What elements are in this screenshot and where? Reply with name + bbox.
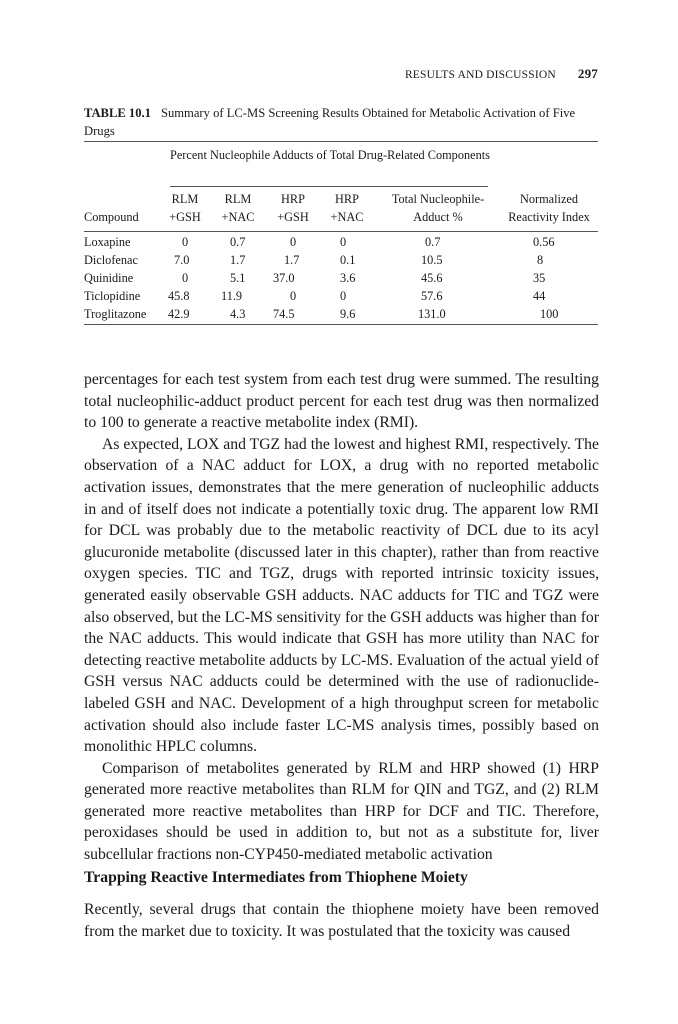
cell-hrp-gsh: 74.5	[273, 307, 295, 321]
paragraph: As expected, LOX and TGZ had the lowest and highest RMI, respectively. The observation of a NAC adduct for LOX, a drug with no reported metabolic activation issues, demonstrates that the mere generation of nucleophilic adducts in and of itself does not indicate a potentially toxic drug. The apparent low RMI for DCL was probably due to the metabolic reactivity of DCL due to its acyl glucuronide metabolite (discussed later in this chapter), rather than from reactive oxygen species. TIC and TGZ, drugs with reported intrinsic toxicity issues, generated easily observable GSH adducts. NAC adducts for TIC and TGZ were also observed, but the LC-MS sensitivity for the GSH adducts was higher than for the NAC adducts. This would indicate that GSH has more utility than NAC for detecting reactive metabolite adducts by LC-MS. Evaluation of the actual yield of GSH versus NAC adducts could be determined with the use of radionuclide-labeled GSH and NAC. Development of a high throughput screen for metabolic activation should also include faster LC-MS analysis times, possibly based on monolithic HPLC columns.	[84, 435, 599, 756]
cell-hrp-gsh: 1.7	[284, 253, 300, 267]
column-header-compound: Compound	[84, 210, 139, 224]
cell-normalized-index: 8	[537, 253, 544, 267]
column-header-normalized-index: Normalized Reactivity Index	[508, 192, 590, 224]
cell-rlm-nac: 11.9	[221, 289, 243, 303]
cell-normalized-index: 100	[540, 307, 559, 321]
cell-total-adduct: 45.6	[421, 271, 443, 285]
column-header-rule	[84, 231, 598, 232]
table-row	[84, 289, 598, 306]
column-header-hrp-gsh: HRP +GSH	[277, 192, 309, 224]
cell-normalized-index: 44	[533, 289, 546, 303]
cell-compound: Ticlopidine	[84, 289, 141, 303]
table-caption-text: Summary of LC-MS Screening Results Obtained for Metabolic Activation of Five Drugs	[84, 106, 576, 138]
cell-hrp-nac: 0	[340, 289, 347, 303]
cell-rlm-gsh: 45.8	[168, 289, 190, 303]
cell-total-adduct: 0.7	[425, 235, 441, 249]
column-header-total-adduct: Total Nucleophile- Adduct %	[391, 192, 485, 224]
cell-total-adduct: 131.0	[418, 307, 446, 321]
table-row	[84, 253, 598, 270]
table-label: TABLE 10.1	[84, 106, 151, 120]
cell-hrp-nac: 0.1	[340, 253, 356, 267]
table-top-rule	[84, 141, 598, 142]
section-heading: Trapping Reactive Intermediates from Thiophene Moiety	[84, 869, 468, 886]
cell-hrp-nac: 3.6	[340, 271, 356, 285]
table-row	[84, 307, 598, 324]
table-row	[84, 271, 598, 288]
cell-compound: Quinidine	[84, 271, 134, 285]
page-number: 297	[577, 66, 598, 81]
spanning-header-rule	[170, 186, 488, 187]
table-bottom-rule	[84, 324, 598, 325]
cell-rlm-nac: 5.1	[230, 271, 246, 285]
cell-rlm-nac: 0.7	[230, 235, 246, 249]
cell-rlm-gsh: 0	[182, 235, 189, 249]
paragraph: percentages for each test system from each test drug were summed. The resulting total nucleophilic-adduct product percent for each test drug was then normalized to 100 to generate a reactive metabolite index (RMI).	[84, 371, 599, 432]
cell-hrp-nac: 9.6	[340, 307, 356, 321]
cell-rlm-nac: 4.3	[230, 307, 246, 321]
cell-compound: Diclofenac	[84, 253, 138, 267]
cell-total-adduct: 57.6	[421, 289, 443, 303]
cell-compound: Loxapine	[84, 235, 131, 249]
cell-rlm-gsh: 42.9	[168, 307, 190, 321]
table-caption	[84, 104, 598, 140]
cell-hrp-gsh: 0	[290, 289, 297, 303]
body-text	[84, 369, 599, 866]
cell-total-adduct: 10.5	[421, 253, 443, 267]
running-head	[84, 66, 598, 82]
paragraph: Recently, several drugs that contain the thiophene moiety have been removed from the market due to toxicity. It was postulated that the toxicity was caused	[84, 901, 599, 940]
cell-hrp-gsh: 0	[290, 235, 297, 249]
table-row	[84, 235, 598, 252]
cell-rlm-nac: 1.7	[230, 253, 246, 267]
running-head-title: RESULTS AND DISCUSSION	[404, 69, 556, 81]
column-header-hrp-nac: HRP +NAC	[330, 192, 364, 224]
cell-compound: Troglitazone	[84, 307, 147, 321]
cell-rlm-gsh: 7.0	[174, 253, 190, 267]
paragraph: Comparison of metabolites generated by RLM and HRP showed (1) HRP generated more reactive metabolites than RLM for QIN and TGZ, and (2) RLM generated more reactive metabolites than HRP for DCF and TIC. Therefore, peroxidases should be used in addition to, but not as a substitute for, liver subcellular fractions non-CYP450-mediated metabolic activation	[84, 759, 599, 864]
cell-rlm-gsh: 0	[182, 271, 189, 285]
column-header-rlm-gsh: RLM +GSH	[169, 192, 201, 224]
spanning-header: Percent Nucleophile Adducts of Total Drug-Related Components	[170, 148, 490, 162]
cell-hrp-nac: 0	[340, 235, 347, 249]
cell-normalized-index: 0.56	[533, 235, 555, 249]
section-body-text	[84, 899, 599, 942]
cell-normalized-index: 35	[533, 271, 546, 285]
cell-hrp-gsh: 37.0	[273, 271, 295, 285]
column-header-rlm-nac: RLM +NAC	[221, 192, 255, 224]
